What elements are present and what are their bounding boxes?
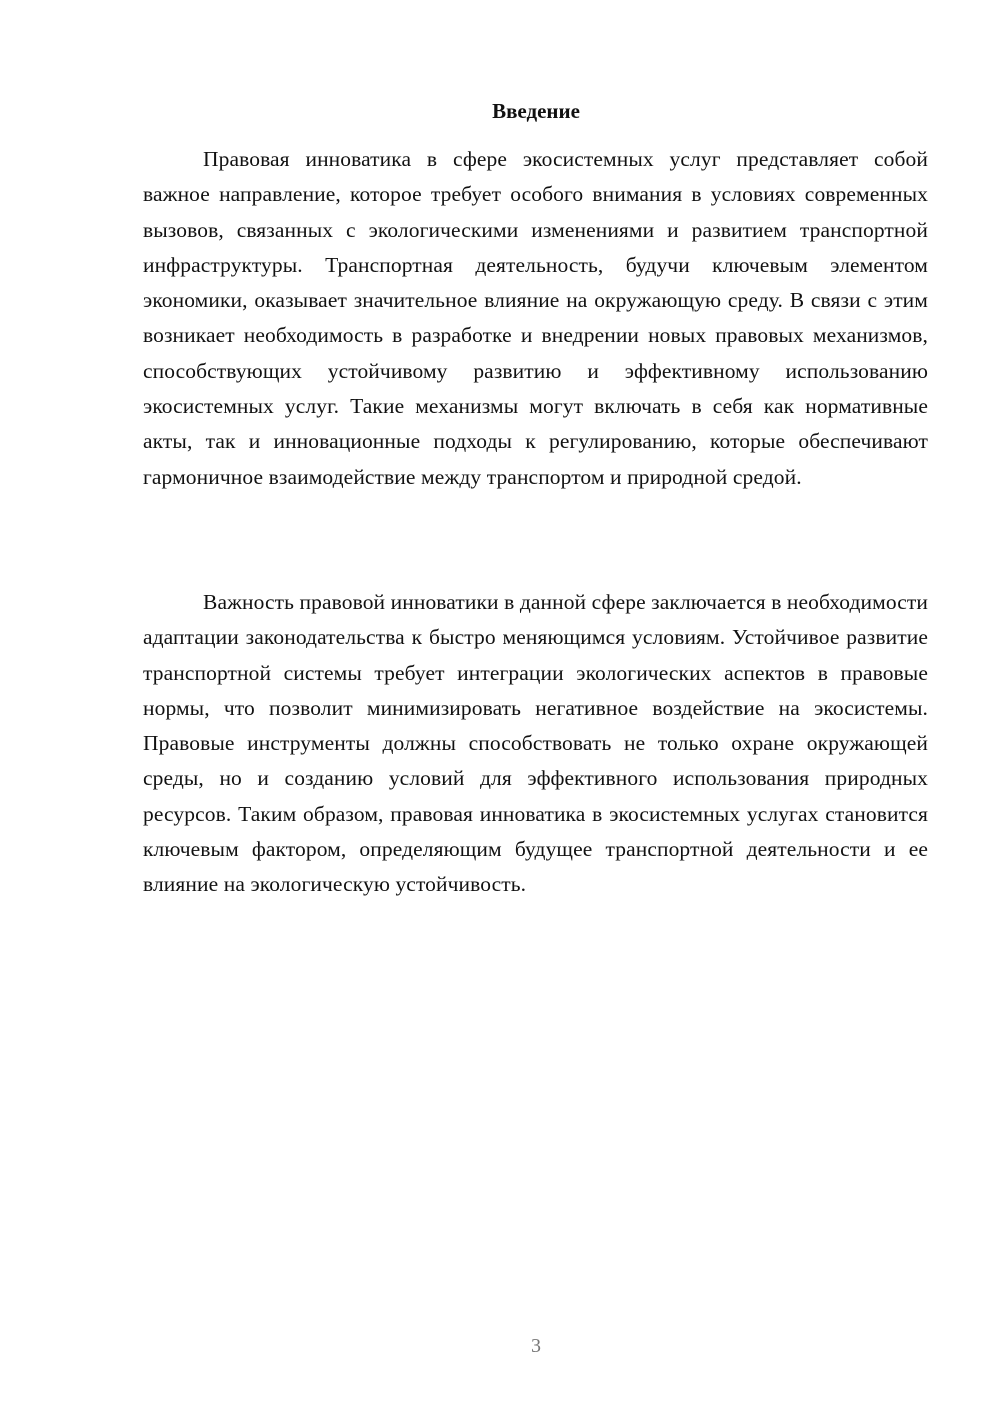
paragraph-1: Правовая инноватика в сфере экосистемных услуг представляет собой важное направление, которое требует особого внимания в условиях современных вызовов, связанных с экологическими изменениями и развитием транспортной инфраструктуры. Транспортная деятельность, будучи ключевым элементом экономики, оказывает значительное влияние на окружающую среду. В связи с этим возникает необходимость в разработке и внедрении новых правовых механизмов, способствующих устойчивому развитию и эффективному использованию экосистемных услуг. Такие механизмы могут включать в себя как нормативные акты, так и инновационные подходы к регулированию, которые обеспечивают гармоничное взаимодействие между транспортом и природной средой. — [143, 147, 928, 489]
page-number: 3 — [531, 1335, 541, 1357]
paragraph-2: Важность правовой инноватики в данной сфере заключается в необходимости адаптации законодательства к быстро меняющимся условиям. Устойчивое развитие транспортной системы требует интеграции экологических аспектов в правовые нормы, что позволит минимизировать негативное воздействие на экосистемы. Правовые инструменты должны способствовать не только охране окружающей среды, но и созданию условий для эффективного использования природных ресурсов. Таким образом, правовая инноватика в экосистемных услугах становится ключевым фактором, определяющим будущее транспортной деятельности и ее влияние на экологическую устойчивость. — [143, 590, 928, 897]
section-title: Введение — [492, 99, 580, 123]
